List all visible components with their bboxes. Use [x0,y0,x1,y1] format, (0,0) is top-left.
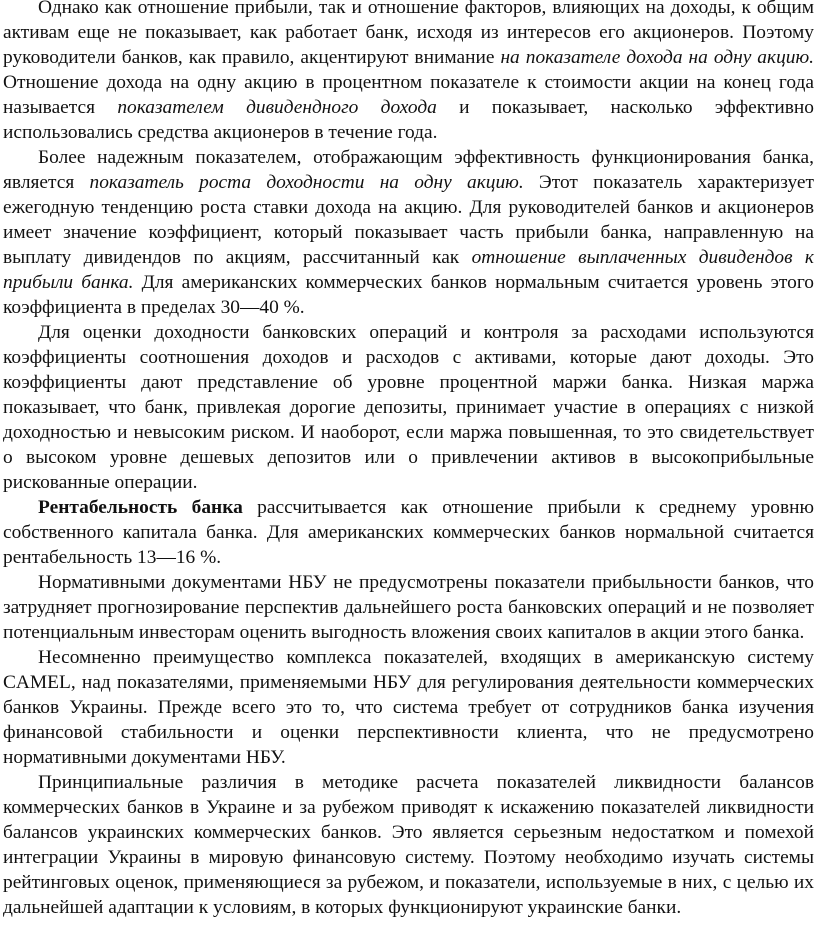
term-rost-dohodnosti: показатель роста доходности на одну акцию. [89,172,524,193]
paragraph-6 [3,645,814,770]
paragraph-1-text: Однако как отношение прибыли, так и отношение факторов, влияющих на доходы, к общим активам еще не показывает, как работает банк, исходя из интересов его акционеров. Поэтому руководители банков, как правило, акцентируют внимание [3,0,814,68]
paragraph-1-text: Отношение дохода на одну акцию в процентном показателе к стоимости акции на конец года называется [3,72,814,118]
term-otnoshenie-dividendov: отношение выплаченных дивидендов к прибыли банка. [3,247,814,293]
paragraph-3 [3,320,814,495]
paragraph-3-text: Для оценки доходности банковских операций и контроля за расходами используются коэффициенты соотношения доходов и расходов с активами, которые дают доходы. Это коэффициенты дают представление об уровне процентной маржи банка. Низкая маржа показывает, что банк, привлекая дорогие депозиты, принимает участие в операциях с низкой доходностью и невысоким риском. И наоборот, если маржа повышенная, то это свидетельствует о высоком уровне дешевых депозитов или о привлечении активов в высокоприбыльные рискованные операции. [3,322,814,493]
paragraph-2-text: Более надежным показателем, отображающим эффективность функционирования банка, является [3,147,814,193]
paragraph-2-text: Этот показатель характеризует ежегодную тенденцию роста ставки дохода на акцию. Для руководителей банков и акционеров имеет значение коэффициент, который показывает часть прибыли банка, направленную на выплату дивидендов по акциям, рассчитанный как [3,172,814,268]
paragraph-6-text: Несомненно преимущество комплекса показателей, входящих в американскую систему CAMEL, над показателями, применяемыми НБУ для регулирования деятельности коммерческих банков Украины. Прежде всего это то, что система требует от сотрудников банка изучения финансовой стабильности и оценки перспективности клиента, что не предусмотрено нормативными документами НБУ. [3,647,814,768]
paragraph-5 [3,570,814,645]
paragraph-1-text: и показывает, насколько эффективно использовались средства акционеров в течение года. [3,97,814,143]
term-dividendnogo-dohoda: показателем дивидендного дохода [117,97,437,118]
paragraph-4-text: рассчитывается как отношение прибыли к среднему уровню собственного капитала банка. Для американских коммерческих банков нормальной считается рентабельность 13—16 %. [3,497,814,568]
paragraph-7 [3,770,814,920]
paragraph-5-text: Нормативными документами НБУ не предусмотрены показатели прибыльности банков, что затрудняет прогнозирование перспектив дальнейшего роста банковских операций и не позволяет потенциальным инвесторам оценить выгодность вложения своих капиталов в акции этого банка. [3,572,814,643]
paragraph-1 [3,0,814,145]
term-rentabelnost-banka: Рентабельность банка [38,497,243,518]
paragraph-2-text: Для американских коммерческих банков нормальным считается уровень этого коэффициента в пределах 30—40 %. [3,272,814,318]
paragraph-4 [3,495,814,570]
term-dohod-na-akciyu: на показателе дохода на одну акцию. [500,47,814,68]
paragraph-2 [3,145,814,320]
paragraph-7-text: Принципиальные различия в методике расчета показателей ликвидности балансов коммерческих банков в Украине и за рубежом приводят к искажению показателей ликвидности балансов украинских коммерческих банков. Это является серьезным недостатком и помехой интеграции Украины в мировую финансовую систему. Поэтому необходимо изучать системы рейтинговых оценок, применяющиеся за рубежом, и показатели, используемые в них, с целью их дальнейшей адаптации к условиям, в которых функционируют украинские банки. [3,772,814,918]
